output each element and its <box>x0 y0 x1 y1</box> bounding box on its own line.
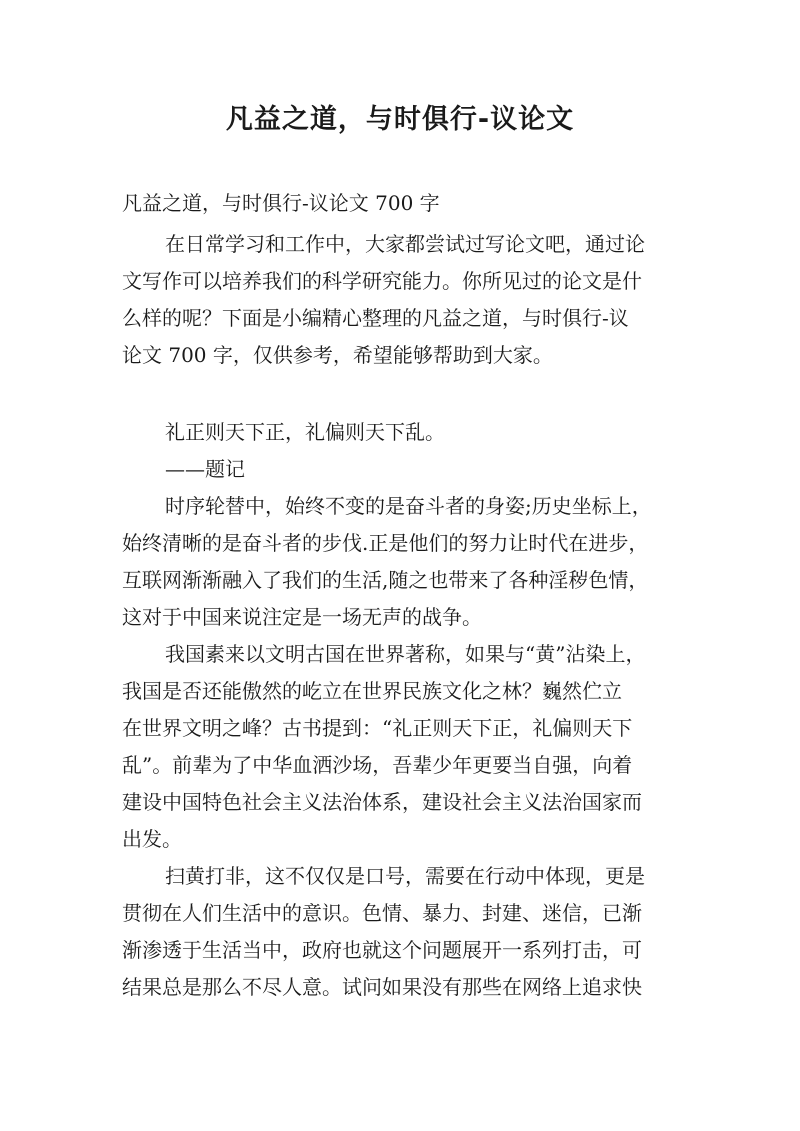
text-line: 始终清晰的是奋斗者的步伐.正是他们的努力让时代在进步， <box>122 531 649 555</box>
text-line: 互联网渐渐融入了我们的生活,随之也带来了各种淫秽色情， <box>122 568 649 592</box>
document-subtitle: 凡益之道，与时俱行-议论文 700 字 <box>122 191 440 215</box>
text-line: 渐渗透于生活当中，政府也就这个问题展开一系列打击，可 <box>122 938 642 962</box>
text-line: 建设中国特色社会主义法治体系，建设社会主义法治国家而 <box>122 790 642 814</box>
text-line: 我国是否还能傲然的屹立在世界民族文化之林？巍然伫立 <box>122 679 622 703</box>
text-line: 我国素来以文明古国在世界著称，如果与“黄”沾染上， <box>165 642 646 666</box>
document-title: 凡益之道，与时俱行-议论文 <box>225 104 575 135</box>
text-line: 这对于中国来说注定是一场无声的战争。 <box>122 605 482 629</box>
text-line: 时序轮替中，始终不变的是奋斗者的身姿;历史坐标上， <box>165 494 652 518</box>
text-line: 么样的呢？下面是小编精心整理的凡益之道，与时俱行-议 <box>122 306 629 330</box>
text-line: 在世界文明之峰？古书提到：“礼正则天下正，礼偏则天下 <box>122 716 633 740</box>
quote-line: 礼正则天下正，礼偏则天下乱。 <box>165 420 445 444</box>
text-line: 论文 700 字，仅供参考，希望能够帮助到大家。 <box>122 343 553 367</box>
text-line: 文写作可以培养我们的科学研究能力。你所见过的论文是什 <box>122 269 642 293</box>
text-line: 结果总是那么不尽人意。试问如果没有那些在网络上追求快 <box>122 975 642 999</box>
text-line: 扫黄打非，这不仅仅是口号，需要在行动中体现，更是 <box>165 864 645 888</box>
text-line: 在日常学习和工作中，大家都尝试过写论文吧，通过论 <box>165 232 645 256</box>
epigraph-attribution: ——题记 <box>165 457 245 481</box>
text-line: 贯彻在人们生活中的意识。色情、暴力、封建、迷信，已渐 <box>122 901 642 925</box>
text-line: 乱”。前辈为了中华血洒沙场，吾辈少年更要当自强，向着 <box>122 753 633 777</box>
text-line: 出发。 <box>122 827 182 851</box>
